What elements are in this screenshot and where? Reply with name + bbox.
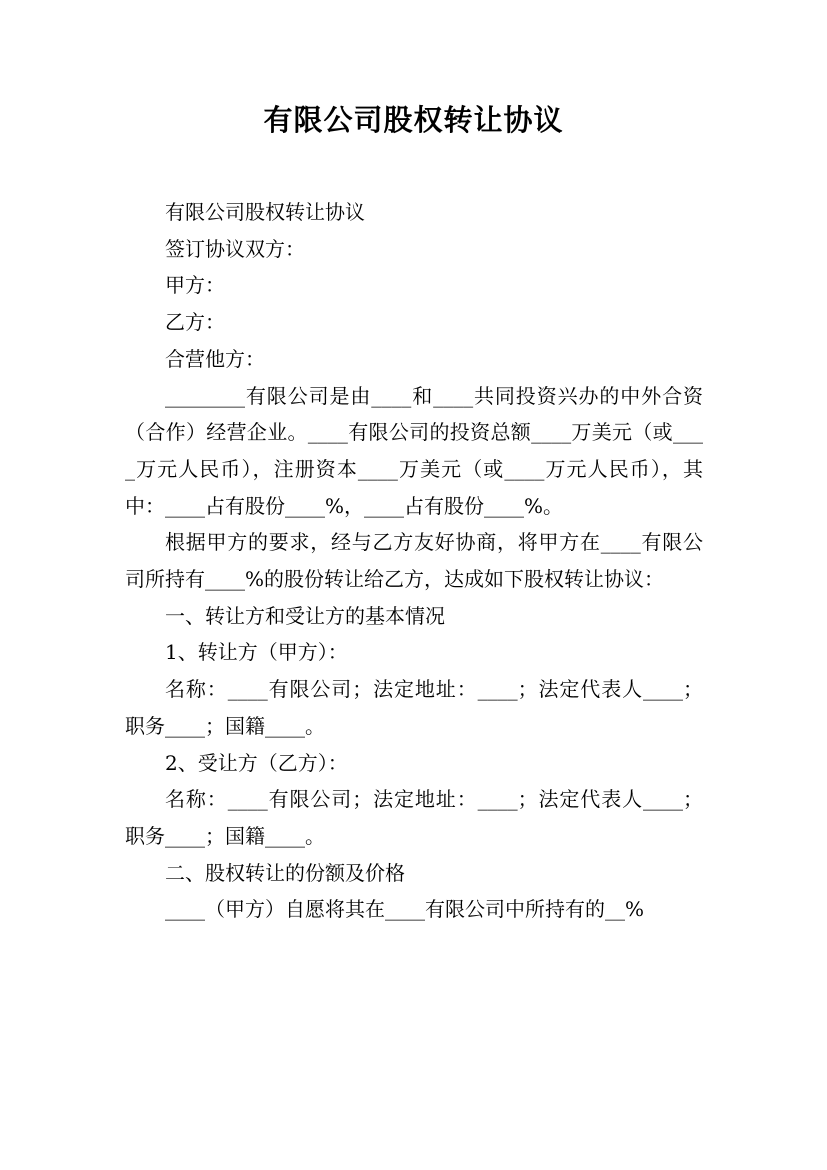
paragraph-transferor-label: 1、转让方（甲方）： [165,640,348,665]
paragraph-parties-intro: 签订协议双方： [165,236,305,261]
paragraph-party-a: 甲方： [165,273,225,298]
paragraph-transferee-details: 名称：____有限公司；法定地址：____；法定代表人____；职务____；国籍____。 [125,787,703,848]
section-heading-share-price: 二、股权转让的份额及价格 [165,860,405,885]
document-body [125,194,703,928]
paragraph-transferor-details: 名称：____有限公司；法定地址：____；法定代表人____；职务____；国籍____。 [125,677,703,738]
paragraph-party-b: 乙方： [165,310,225,335]
paragraph-company-background: ________有限公司是由____和____共同投资兴办的中外合资（合作）经营企业。____有限公司的投资总额____万美元（或____万元人民币），注册资本____万美元（或____万元人民币），其中：____占有股份____%，____占有股份____%。 [125,383,703,518]
document-title: 有限公司股权转让协议 [263,103,564,137]
paragraph-heading: 有限公司股权转让协议 [165,200,365,224]
paragraph-share-transfer: ____（甲方）自愿将其在____有限公司中所持有的__% [165,897,645,922]
paragraph-transferee-label: 2、受让方（乙方）： [165,750,348,775]
paragraph-agreement-basis: 根据甲方的要求，经与乙方友好协商，将甲方在____有限公司所持有____%的股份转让给乙方，达成如下股权转让协议： [125,530,703,592]
paragraph-other-party: 合营他方： [165,346,265,371]
section-heading-basic-info: 一、转让方和受让方的基本情况 [165,603,445,628]
